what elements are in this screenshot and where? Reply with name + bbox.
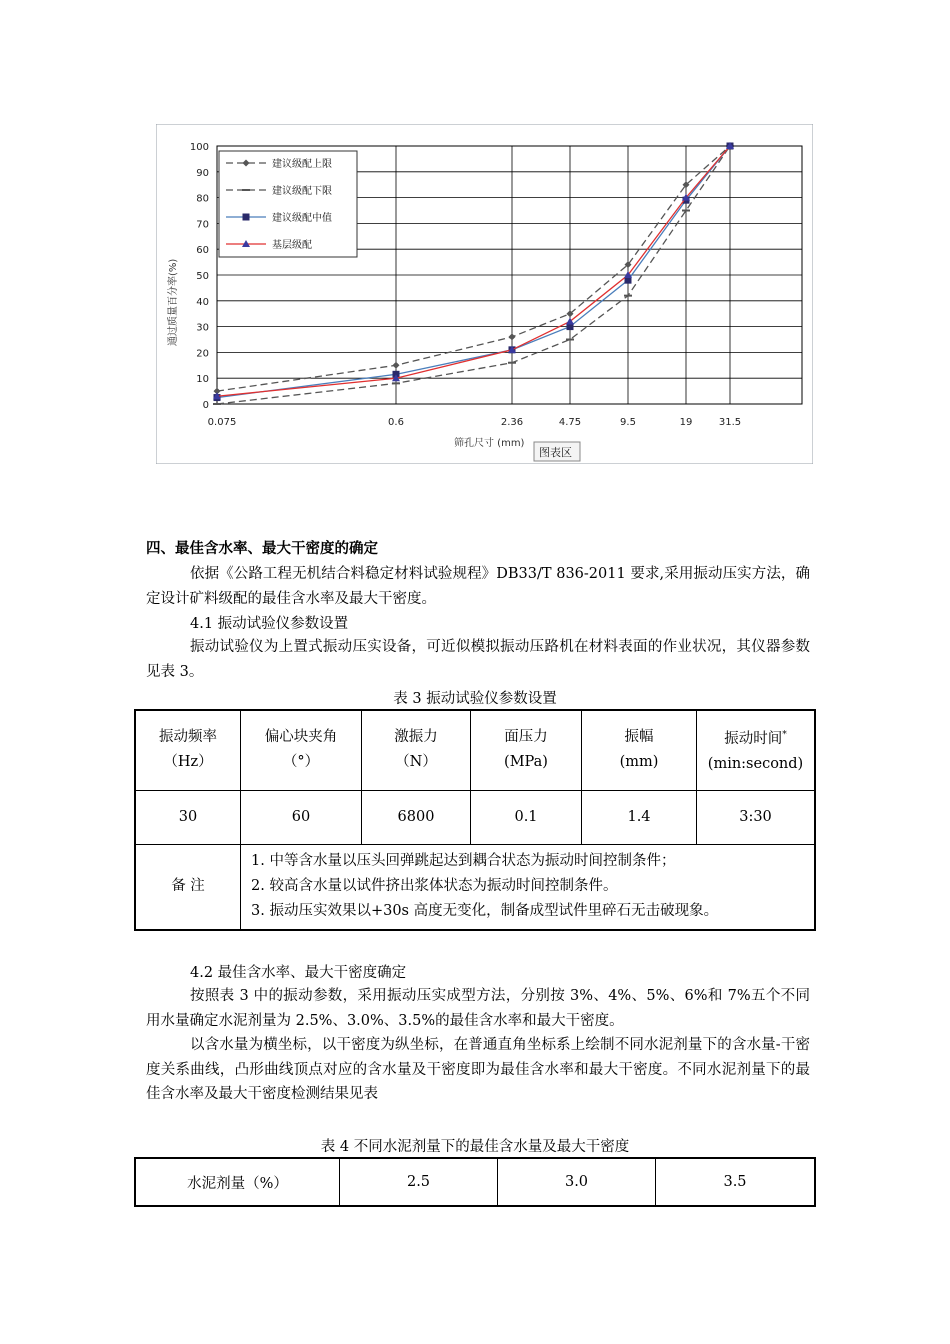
x-tick-label: 9.5 <box>620 417 636 428</box>
table3-value-row <box>135 790 815 844</box>
paragraph-intro: 依据《公路工程无机结合料稳定材料试验规程》DB33/T 836-2011 要求,采用振动压实方法，确定设计矿料级配的最佳含水率及最大干密度。 <box>146 566 810 607</box>
x-tick-label: 4.75 <box>558 417 582 428</box>
y-tick-label: 40 <box>196 296 209 308</box>
chart-legend <box>219 151 357 257</box>
y-tick-label: 10 <box>196 374 209 386</box>
table3-remark-item: 1. 中等含水量以压头回弹跳起达到耦合状态为振动时间控制条件； <box>251 853 676 870</box>
table3-value-cell: 30 <box>135 790 241 844</box>
chart-ylabel: 通过质量百分率(%) <box>168 258 179 346</box>
table4-row <box>135 1158 815 1206</box>
table3-header-row <box>135 710 815 790</box>
y-tick-label: 0 <box>202 400 209 411</box>
y-tick-label: 100 <box>189 142 209 153</box>
section-heading: 四、最佳含水率、最大干密度的确定 <box>146 540 378 557</box>
x-tick-label: 0.6 <box>388 417 404 428</box>
y-tick-label: 30 <box>196 322 209 334</box>
legend-label: 建议级配上限 <box>272 159 332 170</box>
table3-remark-row <box>135 844 815 930</box>
table3-header-cell: 激振力 （N） <box>362 710 471 790</box>
table3-remark-item: 2. 较高含水量以试件挤出浆体状态为振动时间控制条件。 <box>251 878 618 895</box>
y-tick-label: 50 <box>196 271 209 282</box>
table3-value-cell: 6800 <box>362 790 471 844</box>
table3-remarks <box>241 844 816 930</box>
legend-label: 建议级配中值 <box>272 213 332 224</box>
y-tick-label: 60 <box>196 245 209 257</box>
chart-area-label: 图表区 <box>539 446 572 459</box>
table3-header-cell: 偏心块夹角 （°） <box>241 710 362 790</box>
table3-remark-item: 3. 振动压实效果以+30s 高度无变化，制备成型试件里碎石无击破现象。 <box>251 903 719 920</box>
table3-header-cell: 振幅 (mm) <box>582 710 697 790</box>
x-tick-label: 2.36 <box>500 417 524 428</box>
table3-value-cell: 1.4 <box>582 790 697 844</box>
legend-label: 建议级配下限 <box>272 186 332 197</box>
table3-value-cell: 3:30 <box>697 790 816 844</box>
x-tick-label: 31.5 <box>718 417 742 428</box>
x-tick-label: 0.075 <box>207 417 237 428</box>
legend-marker <box>243 214 250 221</box>
y-tick-label: 80 <box>196 193 209 205</box>
subsection-4-2: 4.2 最佳含水率、最大干密度确定 <box>190 965 407 981</box>
table3-header-cell: 振动频率 （Hz） <box>135 710 241 790</box>
table3-value-cell: 0.1 <box>471 790 582 844</box>
table4 <box>134 1157 816 1207</box>
paragraph-curve: 以含水量为横坐标，以干密度为纵坐标，在普通直角坐标系上绘制不同水泥剂量下的含水量-干密度关系曲线，凸形曲线顶点对应的含水量及干密度即为最佳含水率和最大干密度。不同水泥剂量下的最佳含水率及最大干密度检测结果见表 <box>146 1037 810 1102</box>
chart-xlabel: 筛孔尺寸 (mm) <box>454 438 525 449</box>
table4-row-label: 水泥剂量（%） <box>135 1158 340 1206</box>
y-tick-label: 90 <box>196 167 209 179</box>
gradation-chart-svg <box>156 124 813 464</box>
table4-value-cell: 2.5 <box>340 1158 498 1206</box>
x-tick-label: 19 <box>679 417 693 428</box>
legend-label: 基层级配 <box>272 240 312 251</box>
table4-value-cell: 3.0 <box>498 1158 656 1206</box>
table3 <box>134 709 816 931</box>
table3-header-cell: 振动时间* (min:second) <box>697 710 816 790</box>
table3-header-cell: 面压力 (MPa) <box>471 710 582 790</box>
gradation-chart <box>156 124 813 464</box>
paragraph-method: 按照表 3 中的振动参数，采用振动压实成型方法，分别按 3%、4%、5%、6%和 7%五个不同用水量确定水泥剂量为 2.5%、3.0%、3.5%的最佳含水率和最大干密度。 <box>146 988 810 1029</box>
table3-value-cell: 60 <box>241 790 362 844</box>
table3-caption: 表 3 振动试验仪参数设置 <box>393 691 557 707</box>
paragraph-instrument: 振动试验仪为上置式振动压实设备，可近似模拟振动压路机在材料表面的作业状况，其仪器参数见表 3。 <box>146 639 810 680</box>
y-tick-label: 20 <box>196 348 209 360</box>
subsection-4-1: 4.1 振动试验仪参数设置 <box>190 616 349 632</box>
y-tick-label: 70 <box>196 219 209 231</box>
table3-remark-label: 备 注 <box>135 844 241 930</box>
table4-value-cell: 3.5 <box>656 1158 816 1206</box>
table4-caption: 表 4 不同水泥剂量下的最佳含水量及最大干密度 <box>320 1139 630 1155</box>
